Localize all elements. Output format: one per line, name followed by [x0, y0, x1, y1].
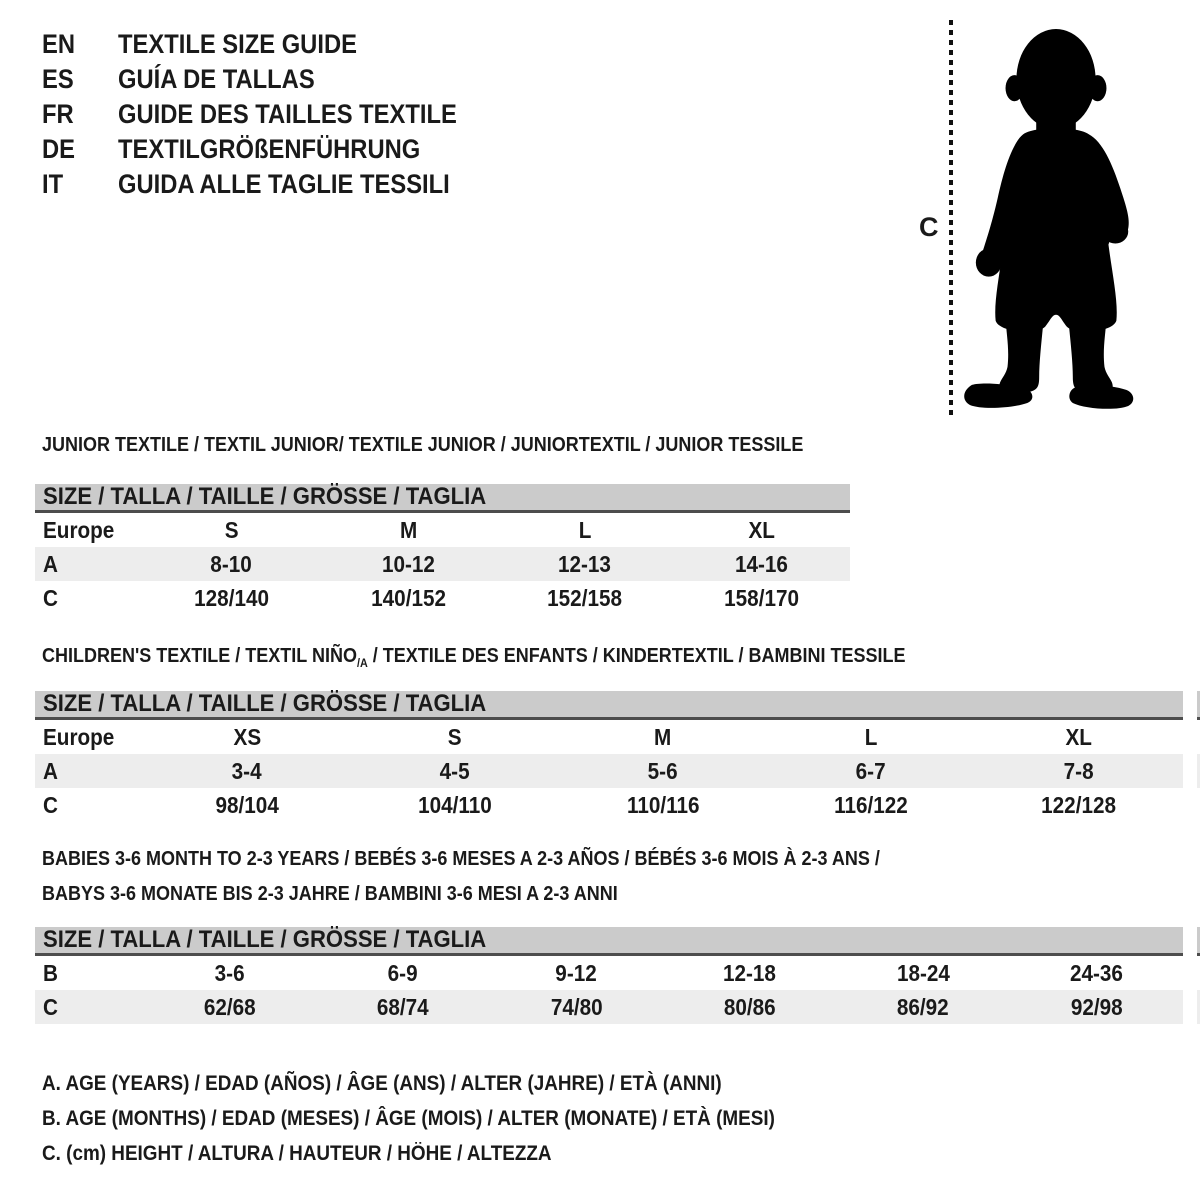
- language-guide-label: [118, 132, 462, 167]
- size-cell: [143, 990, 316, 1024]
- size-cell: [767, 754, 975, 788]
- row-label-text: Europe: [43, 517, 115, 543]
- babies-size-table: [35, 927, 1183, 1024]
- row-label: [35, 956, 143, 990]
- size-table-row: [35, 788, 1183, 822]
- language-code: [42, 167, 118, 202]
- size-table-row: [35, 547, 850, 581]
- size-cell-text: S: [448, 724, 462, 750]
- legend-line-text: B. AGE (MONTHS) / EDAD (MESES) / ÂGE (MOIS) / ALTER (MONATE) / ETÀ (MESI): [42, 1107, 775, 1130]
- size-cell-text: L: [864, 724, 878, 750]
- size-cell: [351, 788, 559, 822]
- row-label-text: C: [43, 585, 58, 611]
- size-cell-text: 152/158: [547, 585, 623, 611]
- row-label-text: B: [43, 960, 58, 986]
- size-header-bar: [35, 691, 1183, 720]
- language-row: [42, 27, 503, 62]
- size-cell-text: 4-5: [440, 758, 470, 784]
- size-cell-text: 86/92: [897, 994, 949, 1020]
- size-cell-text: 80/86: [723, 994, 776, 1020]
- size-cell-text: 24-36: [1069, 960, 1123, 986]
- language-guide-label-text: TEXTILE SIZE GUIDE: [118, 29, 357, 59]
- language-guide-label-text: TEXTILGRÖßENFÜHRUNG: [118, 134, 421, 164]
- size-cell-text: 104/110: [418, 792, 492, 818]
- size-cell-text: 68/74: [377, 994, 429, 1020]
- row-label: [35, 720, 143, 754]
- title-text: BABIES 3-6 MONTH TO 2-3 YEARS / BEBÉS 3-6 MESES A 2-3 AÑOS / BÉBÉS 3-6 MOIS À 2-3 ANS /: [42, 848, 880, 870]
- legend-line: [42, 1136, 856, 1171]
- legend-line: [42, 1101, 856, 1136]
- size-cell-text: 12-13: [558, 551, 612, 577]
- language-code-text: EN: [42, 29, 76, 59]
- size-cell-text: 128/140: [193, 585, 269, 611]
- row-label: [35, 581, 143, 615]
- size-cell: [316, 956, 489, 990]
- size-cell-text: 92/98: [1070, 994, 1123, 1020]
- size-cell: [143, 581, 320, 615]
- size-cell: [975, 788, 1183, 822]
- size-cell: [836, 956, 1009, 990]
- size-cell-text: 158/170: [724, 585, 800, 611]
- language-code-text: FR: [42, 99, 74, 129]
- language-code: [42, 97, 118, 132]
- size-cell: [1010, 956, 1183, 990]
- height-figure: [905, 14, 1175, 426]
- title-subscript: /A: [356, 656, 368, 670]
- size-cell-text: L: [578, 517, 592, 543]
- language-code-text: DE: [42, 134, 76, 164]
- row-label: [35, 990, 143, 1024]
- row-label-text: A: [43, 758, 58, 784]
- size-cell-text: M: [399, 517, 417, 543]
- size-cell-text: M: [654, 724, 672, 750]
- row-label-text: C: [43, 994, 58, 1020]
- row-label: [35, 788, 143, 822]
- language-guide-label: [118, 167, 495, 202]
- size-cell: [143, 547, 320, 581]
- row-label-text: A: [43, 551, 58, 577]
- size-cell-text: 5-6: [648, 758, 678, 784]
- size-table-row: [35, 720, 1183, 754]
- language-code: [42, 27, 118, 62]
- size-cell: [143, 956, 316, 990]
- row-label: [35, 547, 143, 581]
- height-dashed-line: [949, 20, 953, 420]
- language-guide-label-text: GUIDA ALLE TAGLIE TESSILI: [118, 169, 450, 199]
- toddler-silhouette-icon: [962, 26, 1150, 422]
- height-label: C: [919, 212, 939, 242]
- size-cell: [975, 720, 1183, 754]
- language-guide-label-text: GUIDE DES TAILLES TEXTILE: [118, 99, 457, 129]
- size-header-label: SIZE / TALLA / TAILLE / GRÖSSE / TAGLIA: [43, 926, 487, 953]
- language-guide-label: [118, 62, 342, 97]
- language-code: [42, 132, 118, 167]
- size-cell-text: 110/116: [626, 792, 700, 818]
- size-cell-text: 3-4: [232, 758, 262, 784]
- size-cell-text: 6-9: [388, 960, 418, 986]
- row-label: [35, 754, 143, 788]
- size-cell: [975, 754, 1183, 788]
- size-cell-text: 98/104: [215, 792, 279, 818]
- size-cell-text: 9-12: [555, 960, 598, 986]
- size-cell: [497, 513, 674, 547]
- language-row: [42, 62, 503, 97]
- size-cell: [1010, 990, 1183, 1024]
- language-code: [42, 62, 118, 97]
- size-cell: [143, 788, 351, 822]
- size-table-row: [35, 513, 850, 547]
- size-cell-text: 7-8: [1064, 758, 1094, 784]
- size-cell: [351, 720, 559, 754]
- size-cell-text: XL: [748, 517, 775, 543]
- size-cell-text: 62/68: [203, 994, 256, 1020]
- title-text: CHILDREN'S TEXTILE / TEXTIL NIÑO: [42, 645, 357, 667]
- size-header-label: SIZE / TALLA / TAILLE / GRÖSSE / TAGLIA: [43, 483, 487, 510]
- size-cell: [497, 581, 674, 615]
- legend-line-text: C. (cm) HEIGHT / ALTURA / HAUTEUR / HÖHE / ALTEZZA: [42, 1142, 552, 1165]
- row-label: [35, 513, 143, 547]
- size-cell: [143, 720, 351, 754]
- legend-line: [42, 1066, 856, 1101]
- language-row: [42, 132, 503, 167]
- size-cell: [320, 581, 497, 615]
- size-cell-text: 74/80: [550, 994, 603, 1020]
- size-table-row: [35, 956, 1183, 990]
- size-cell: [143, 513, 320, 547]
- size-header-bar: [35, 484, 850, 513]
- size-cell: [320, 513, 497, 547]
- language-code-text: ES: [42, 64, 74, 94]
- size-cell-text: 122/128: [1041, 792, 1117, 818]
- language-code-text: IT: [42, 169, 64, 199]
- size-cell: [767, 720, 975, 754]
- size-cell: [320, 547, 497, 581]
- size-header-bar: [35, 927, 1183, 956]
- size-cell-text: 18-24: [896, 960, 950, 986]
- size-cell-text: S: [224, 517, 239, 543]
- size-table-row: [35, 581, 850, 615]
- title-text: BABYS 3-6 MONATE BIS 2-3 JAHRE / BAMBINI 3-6 MESI A 2-3 ANNI: [42, 883, 618, 905]
- size-cell: [663, 956, 836, 990]
- size-cell-text: 10-12: [381, 551, 435, 577]
- junior-size-table: [35, 484, 850, 615]
- size-header-label: SIZE / TALLA / TAILLE / GRÖSSE / TAGLIA: [43, 690, 487, 717]
- language-row: [42, 167, 503, 202]
- size-cell-text: 3-6: [214, 960, 245, 986]
- children-size-table: [35, 691, 1183, 822]
- size-cell: [673, 547, 850, 581]
- size-cell-text: 140/152: [370, 585, 446, 611]
- size-cell: [559, 754, 767, 788]
- section-title-babies: [42, 842, 973, 912]
- size-cell: [673, 513, 850, 547]
- size-cell: [316, 990, 489, 1024]
- language-guide-label: [118, 97, 503, 132]
- language-guide-label: [118, 27, 390, 62]
- section-title-children: [42, 643, 1001, 676]
- size-table-row: [35, 754, 1183, 788]
- size-cell: [490, 956, 663, 990]
- title-text: JUNIOR TEXTILE / TEXTIL JUNIOR/ TEXTILE JUNIOR / JUNIORTEXTIL / JUNIOR TESSILE: [42, 434, 804, 456]
- language-guide: [42, 27, 503, 202]
- row-label-text: C: [43, 792, 58, 818]
- size-cell: [836, 990, 1009, 1024]
- size-cell: [559, 720, 767, 754]
- language-guide-label-text: GUÍA DE TALLAS: [118, 64, 315, 94]
- size-cell-text: 8-10: [210, 551, 253, 577]
- size-cell: [663, 990, 836, 1024]
- size-cell-text: 116/122: [834, 792, 908, 818]
- size-cell-text: 6-7: [856, 758, 886, 784]
- size-cell-text: 12-18: [723, 960, 777, 986]
- row-label-text: Europe: [43, 724, 115, 750]
- size-cell-text: XS: [233, 724, 261, 750]
- language-row: [42, 97, 503, 132]
- title-text: / TEXTILE DES ENFANTS / KINDERTEXTIL / BAMBINI TESSILE: [367, 645, 906, 667]
- legend-line-text: A. AGE (YEARS) / EDAD (AÑOS) / ÂGE (ANS) / ALTER (JAHRE) / ETÀ (ANNI): [42, 1072, 722, 1095]
- section-title-junior: [42, 432, 888, 458]
- size-cell-text: XL: [1065, 724, 1093, 750]
- legend: [42, 1066, 856, 1171]
- size-cell: [559, 788, 767, 822]
- size-cell: [351, 754, 559, 788]
- size-cell-text: 14-16: [735, 551, 789, 577]
- size-cell: [490, 990, 663, 1024]
- size-cell: [497, 547, 674, 581]
- size-cell: [673, 581, 850, 615]
- size-cell: [143, 754, 351, 788]
- size-cell: [767, 788, 975, 822]
- size-table-row: [35, 990, 1183, 1024]
